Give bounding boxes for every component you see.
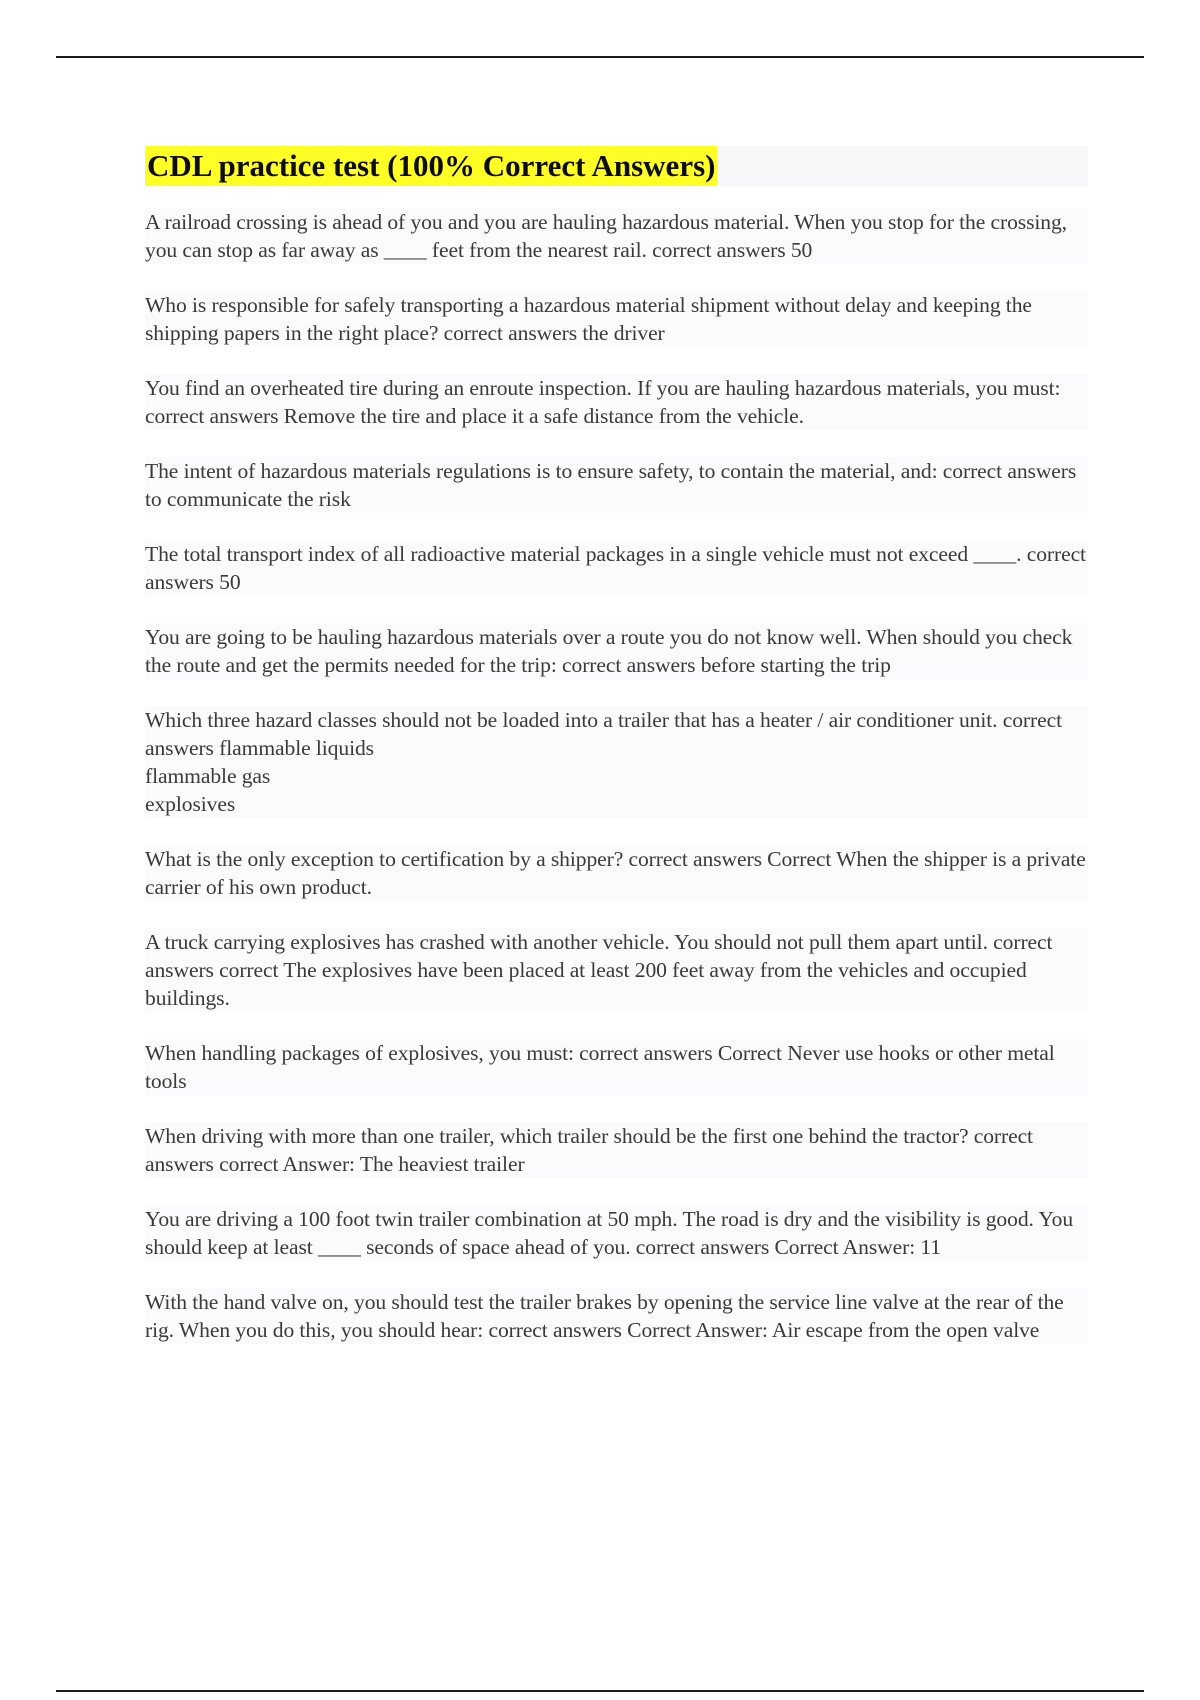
question-item-7: Which three hazard classes should not be loaded into a trailer that has a heater / air conditioner unit. correct answers flammable liquids flammable gas explosives (145, 706, 1088, 818)
header-rule (56, 56, 1144, 58)
question-item-13: With the hand valve on, you should test the trailer brakes by opening the service line valve at the rear of the rig. When you do this, you should hear: correct answers Correct Answer: Air escape from the open valve (145, 1288, 1088, 1344)
question-item-12: You are driving a 100 foot twin trailer combination at 50 mph. The road is dry and the visibility is good. You should keep at least ____ seconds of space ahead of you. correct answers Correct Answer: 11 (145, 1205, 1088, 1261)
question-item-6: You are going to be hauling hazardous materials over a route you do not know well. When should you check the route and get the permits needed for the trip: correct answers before starting the trip (145, 623, 1088, 679)
question-item-10: When handling packages of explosives, you must: correct answers Correct Never use hooks or other metal tools (145, 1039, 1088, 1095)
question-item-8: What is the only exception to certification by a shipper? correct answers Correct When the shipper is a private carrier of his own product. (145, 845, 1088, 901)
title-band (145, 146, 1088, 186)
footer-rule (56, 1690, 1144, 1692)
question-item-9: A truck carrying explosives has crashed with another vehicle. You should not pull them apart until. correct answers correct The explosives have been placed at least 200 feet away from the vehicles and occupied buildings. (145, 928, 1088, 1012)
document-title: CDL practice test (100% Correct Answers) (145, 146, 717, 186)
question-item-2: Who is responsible for safely transporting a hazardous material shipment without delay and keeping the shipping papers in the right place? correct answers the driver (145, 291, 1088, 347)
question-item-11: When driving with more than one trailer, which trailer should be the first one behind the tractor? correct answers correct Answer: The heaviest trailer (145, 1122, 1088, 1178)
question-item-5: The total transport index of all radioactive material packages in a single vehicle must not exceed ____. correct answers 50 (145, 540, 1088, 596)
question-item-4: The intent of hazardous materials regulations is to ensure safety, to contain the material, and: correct answers to communicate the risk (145, 457, 1088, 513)
question-item-1: A railroad crossing is ahead of you and you are hauling hazardous material. When you stop for the crossing, you can stop as far away as ____ feet from the nearest rail. correct answers 50 (145, 208, 1088, 264)
document-body (145, 146, 1088, 1371)
question-item-3: You find an overheated tire during an enroute inspection. If you are hauling hazardous materials, you must: correct answers Remove the tire and place it a safe distance from the vehicle. (145, 374, 1088, 430)
